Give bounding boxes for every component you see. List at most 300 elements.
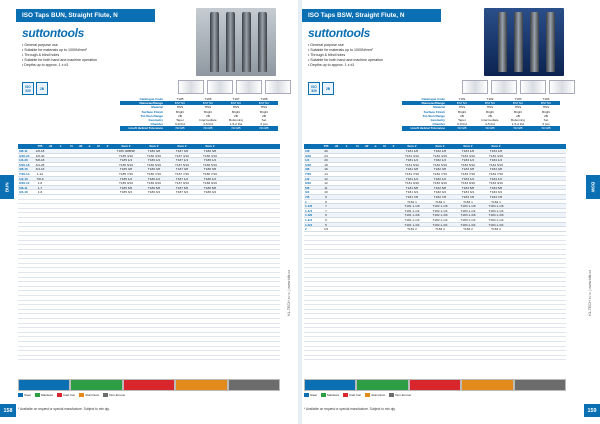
table-cell (362, 177, 371, 181)
spec-value: ISO2B (259, 126, 269, 131)
spec-value: T187 (232, 97, 240, 101)
table-cell (371, 186, 380, 190)
table-cell (76, 158, 85, 162)
table-cell: T186 5/8 (147, 185, 161, 190)
spec-value: T188 (260, 97, 268, 101)
table-cell (103, 172, 112, 176)
table-cell: T184 1-3/4 (488, 222, 504, 227)
feature-item: • Through & blind holes (308, 53, 346, 57)
spec-value: Bright (231, 109, 241, 114)
table-cell (46, 163, 55, 167)
table-cell: T186 5/16 (147, 162, 161, 167)
vendor-url: KL-TECH s.r.o. | www.kltk.cz (287, 270, 291, 316)
table-cell (371, 177, 380, 181)
spec-value: 2B (234, 113, 238, 118)
tolerance-icon: 2B (36, 82, 48, 95)
feature-item: • Suitable for both hand and machine operation (22, 58, 97, 62)
table-cell: 7/16 (305, 171, 312, 176)
feature-item: • Depths up to approx. 1 x d1 (22, 63, 69, 67)
spec-value: Bottoming (511, 117, 525, 122)
spec-table (120, 97, 278, 131)
table-cell (362, 186, 371, 190)
table-cell (341, 172, 353, 176)
tap-image (210, 12, 219, 72)
table-cell: T183 2 (463, 227, 473, 231)
spec-value: Taper (458, 117, 466, 122)
table-cell: T181 5/8 (405, 185, 419, 190)
table-cell: 1/2 (305, 176, 310, 181)
feature-item: • Suitable for both hand and machine operation (308, 58, 383, 62)
material-key-label: Aluminium (371, 393, 386, 397)
table-cell: T188 5/16 (203, 162, 217, 167)
table-cell (332, 181, 341, 185)
table-cell (371, 213, 380, 217)
table-cell: T184 7/8 (489, 194, 503, 199)
table-cell (353, 163, 362, 167)
table-cell: 5/8-11 (19, 185, 28, 190)
table-cell: T181 1/2 (405, 176, 419, 181)
column-header: l1 (356, 144, 359, 148)
table-cell (389, 149, 398, 153)
table-cell: 11 (324, 185, 328, 190)
table-cell (353, 158, 362, 162)
table-cell: T188 3/16 (203, 153, 217, 158)
table-cell (371, 167, 380, 171)
table-cell (103, 181, 112, 185)
table-cell (103, 154, 112, 158)
spec-value: ISO2B (485, 126, 495, 131)
table-cell (332, 209, 341, 213)
table-cell: 24 (324, 153, 328, 158)
material-key-label: Cast Iron (63, 393, 76, 397)
spec-label: Diameter/Range (421, 101, 445, 106)
table-cell (332, 177, 341, 181)
empty-row (304, 356, 566, 361)
table-cell: T185 1/4 (119, 158, 133, 162)
table-cell (380, 209, 389, 213)
table-cell: T181 3/16 (405, 153, 419, 158)
table-cell (353, 149, 362, 153)
table-cell (341, 195, 353, 199)
table-cell (332, 172, 341, 176)
table-cell: T183 5/16 (461, 162, 475, 167)
tap-image (226, 12, 235, 72)
spec-label: Chamfer (432, 122, 445, 127)
tap-image (242, 12, 251, 72)
page-right (302, 0, 600, 424)
table-cell (103, 149, 112, 153)
table-cell (362, 213, 371, 217)
table-cell (341, 181, 353, 185)
column-header: d1 (334, 144, 339, 148)
brand-logo: suttontools (308, 26, 371, 40)
table-cell (103, 177, 112, 181)
table-cell (389, 195, 398, 199)
spec-value: Intermediate (481, 117, 499, 122)
spec-label: Catalogue Code (139, 97, 163, 101)
table-cell (380, 200, 389, 204)
table-cell: 3/8-11 (19, 149, 28, 153)
column-header: Item # (407, 144, 417, 148)
table-cell (55, 181, 67, 185)
table-cell (353, 213, 362, 217)
spec-value: HSS (260, 105, 268, 110)
spec-value: T184 (542, 97, 550, 101)
table-cell: 3/4-16 (35, 167, 45, 171)
material-key-item (343, 393, 361, 397)
spec-value: 6-8 thd (175, 122, 185, 127)
table-cell (353, 154, 362, 158)
material-group-cell (356, 379, 408, 391)
table-cell (353, 204, 362, 208)
table-cell (371, 200, 380, 204)
table-cell: T183 1-1/2 (460, 217, 476, 222)
table-cell (85, 190, 94, 194)
table-cell (332, 186, 341, 190)
table-cell: T181 1-3/4 (404, 222, 420, 227)
table-cell (389, 204, 398, 208)
table-cell: T181 1-1/2 (404, 217, 420, 222)
spec-label: Geometry (148, 117, 163, 122)
table-cell: 2 (305, 227, 307, 231)
table-cell (380, 158, 389, 162)
column-header: L (346, 144, 348, 148)
table-cell (332, 154, 341, 158)
material-swatch-icon (57, 393, 62, 397)
table-cell (332, 204, 341, 208)
spec-value: 4-5 thd (485, 122, 495, 127)
spec-value: ISO2B (203, 126, 213, 131)
table-cell (94, 158, 103, 162)
table-cell (389, 227, 398, 231)
table-cell: 9/16 (305, 181, 312, 185)
column-header: Item # (435, 144, 445, 148)
table-cell (389, 209, 398, 213)
table-cell: T184 3/4 (489, 190, 503, 194)
spec-value: Intermediate (199, 117, 217, 122)
table-cell (353, 172, 362, 176)
table-cell (380, 204, 389, 208)
column-header: l2 (97, 144, 100, 148)
table-cell: T182 7/16 (433, 171, 447, 176)
table-cell (85, 158, 94, 162)
spec-value: ISO2B (457, 126, 467, 131)
table-cell: T184 2 (491, 227, 501, 231)
material-key-label: Stainless (326, 393, 340, 397)
table-cell: T182 1-1/8 (432, 204, 448, 208)
table-cell: T184 1/2 (489, 176, 503, 181)
table-cell: T184 3/8 (489, 167, 503, 171)
spec-table (402, 97, 560, 131)
table-cell: 6 (325, 217, 327, 222)
material-group-cell (123, 379, 175, 391)
material-key-label: Steel (24, 393, 31, 397)
table-cell: T188 7/16 (203, 171, 217, 176)
spec-value: Bright (259, 109, 269, 114)
table-cell (389, 200, 398, 204)
table-cell (371, 227, 380, 231)
table-cell (94, 163, 103, 167)
spec-label: Material (433, 105, 445, 110)
table-cell (380, 177, 389, 181)
table-cell: T183 9/16 (461, 181, 475, 185)
table-cell: 1-7 (37, 185, 43, 190)
table-cell: T184 5/16 (489, 162, 503, 167)
material-key-label: Cast Iron (349, 393, 362, 397)
material-key-item (79, 393, 99, 397)
table-cell (94, 172, 103, 176)
intermediate-profile-icon (491, 80, 517, 94)
table-cell (353, 227, 362, 231)
table-cell (332, 223, 341, 227)
material-swatch-icon (79, 393, 84, 397)
table-cell (341, 218, 353, 222)
table-cell: 7/16-14 (19, 171, 30, 176)
material-key-label: Stainless (40, 393, 54, 397)
table-cell: T184 1-1/8 (488, 204, 504, 208)
table-cell (362, 154, 371, 158)
table-cell: T185 3/8BSP (116, 149, 136, 153)
table-cell (332, 167, 341, 171)
table-cell (380, 172, 389, 176)
table-cell: T187 3/8 (175, 149, 189, 153)
table-cell: T188 3/4 (203, 190, 217, 194)
spec-value: Bright (485, 109, 495, 114)
table-cell: 1-3/4 (305, 222, 313, 227)
table-cell: T184 1-3/8 (488, 213, 504, 217)
table-cell: T183 3/8 (461, 167, 475, 171)
set-profile-icon (265, 80, 291, 94)
table-cell (332, 200, 341, 204)
feature-item: • Through & blind holes (22, 53, 60, 57)
table-cell (332, 218, 341, 222)
table-cell: 7 (325, 208, 327, 213)
table-cell (55, 167, 67, 171)
table-cell: T187 1/4 (175, 158, 189, 162)
table-cell (67, 172, 76, 176)
table-cell: 1 (305, 199, 307, 204)
table-cell: T188 3/8 (203, 167, 217, 171)
spec-value: BSTNU (174, 101, 186, 106)
table-cell (85, 181, 94, 185)
column-header: l1 (70, 144, 73, 148)
table-cell (67, 163, 76, 167)
table-cell: T186 9/16 (147, 181, 161, 185)
table-cell (389, 213, 398, 217)
table-cell: 6 (325, 213, 327, 217)
feature-item: • General purpose use (308, 43, 344, 47)
table-cell (341, 200, 353, 204)
table-cell: T182 9/16 (433, 181, 447, 185)
table-cell: T184 1/4 (489, 158, 503, 162)
table-cell: T183 3/16 (461, 153, 475, 158)
column-header: Item # (149, 144, 159, 148)
material-key-item (18, 393, 31, 397)
table-cell (353, 190, 362, 194)
material-key-label: Non-ferrous (109, 393, 126, 397)
table-cell: T185 1/2 (119, 176, 133, 181)
table-cell: T181 1-1/4 (404, 208, 420, 213)
table-cell (371, 209, 380, 213)
spec-value: Set (543, 117, 549, 122)
brand-logo: suttontools (22, 26, 85, 40)
table-cell (380, 190, 389, 194)
table-cell (76, 172, 85, 176)
material-key-item (304, 393, 317, 397)
table-cell (371, 172, 380, 176)
spec-value: T186 (204, 97, 212, 101)
table-cell (353, 195, 362, 199)
table-cell: T186 1/4 (147, 158, 161, 162)
table-cell: T183 3/4 (461, 190, 475, 194)
material-group-cell (409, 379, 461, 391)
spec-row (402, 126, 560, 130)
spec-value: 2B (206, 113, 210, 118)
table-cell: 1-3/8 (305, 213, 313, 217)
table-cell (353, 218, 362, 222)
table-cell (380, 227, 389, 231)
material-group-cell (514, 379, 566, 391)
spec-value: 2B (460, 113, 464, 118)
table-cell: 1-6 (37, 190, 43, 194)
table-cell: T185 3/4 (119, 190, 133, 194)
table-cell (353, 181, 362, 185)
table-cell (103, 167, 112, 171)
table-cell: 1/8 (305, 149, 310, 153)
table-cell (380, 195, 389, 199)
table-cell: 5 (325, 222, 327, 227)
column-header: Item # (463, 144, 473, 148)
table-cell (67, 177, 76, 181)
table-cell: T181 9/16 (405, 181, 419, 185)
table-cell: 1-1/8 (305, 204, 313, 208)
table-cell (389, 218, 398, 222)
table-cell (389, 223, 398, 227)
table-cell: T181 3/4 (405, 190, 419, 194)
feature-item: • General purpose use (22, 43, 58, 47)
table-cell (362, 149, 371, 153)
table-cell (341, 158, 353, 162)
table-cell (362, 209, 371, 213)
table-cell: T184 1 (491, 199, 501, 204)
table-cell: T182 1-1/2 (432, 217, 448, 222)
table-cell (353, 177, 362, 181)
spec-value: Bright (541, 109, 551, 114)
spec-value: ISO2B (175, 126, 185, 131)
table-cell (371, 195, 380, 199)
table-cell (85, 163, 94, 167)
feature-list (22, 43, 97, 68)
bottoming-profile-icon (520, 80, 546, 94)
table-cell (76, 177, 85, 181)
page-left (0, 0, 298, 424)
table-cell (55, 149, 67, 153)
table-cell (341, 154, 353, 158)
table-cell (341, 190, 353, 194)
material-group-cell (304, 379, 356, 391)
table-cell: T185 5/8 (119, 185, 133, 190)
table-cell (55, 190, 67, 194)
table-cell (341, 213, 353, 217)
material-group-cell (18, 379, 70, 391)
standard-icons (308, 82, 334, 95)
table-cell: T185 3/16 (119, 153, 133, 158)
feature-item: • Depths up to approx. 1 x d1 (308, 63, 355, 67)
iso-standard-icon: ISO 529 (308, 82, 320, 95)
table-cell: T188 1/4 (203, 158, 217, 162)
table-cell (380, 154, 389, 158)
table-cell: T181 1-1/8 (404, 204, 420, 208)
spec-value: Bright (457, 109, 467, 114)
table-cell (389, 177, 398, 181)
table-cell (332, 213, 341, 217)
material-swatch-icon (365, 393, 370, 397)
spec-value: 3 pcs (260, 122, 268, 127)
table-cell: T184 5/8 (489, 185, 503, 190)
column-header: L (60, 144, 62, 148)
table-cell (46, 186, 55, 190)
table-cell: 7 (325, 204, 327, 208)
material-key (18, 393, 125, 397)
table-cell: 5/16-18 (19, 162, 30, 167)
column-header: d2 (78, 144, 83, 148)
table-cell (389, 158, 398, 162)
table-cell: T184 1/8 (489, 149, 503, 153)
table-cell: 1-8 (37, 181, 43, 185)
table-cell: T182 1-3/4 (432, 222, 448, 227)
table-cell (76, 186, 85, 190)
table-cell: 1/4-20 (19, 158, 28, 162)
column-header: # (392, 144, 395, 148)
table-cell: 3/16 (305, 153, 312, 158)
spec-value: T183 (514, 97, 522, 101)
table-cell: T181 1/8 (405, 149, 419, 153)
table-cell (67, 186, 76, 190)
material-key-item (365, 393, 385, 397)
table-cell (341, 177, 353, 181)
table-cell: T187 5/16 (175, 162, 189, 167)
table-cell (389, 190, 398, 194)
table-cell: T181 2 (407, 227, 417, 231)
table-cell: T184 1-1/4 (488, 208, 504, 213)
table-cell: 3/4-10 (19, 190, 28, 194)
table-cell (46, 149, 55, 153)
table-cell: T187 9/16 (175, 181, 189, 185)
table-cell: 3/4-26 (35, 162, 45, 167)
spec-label: Surface Finish (423, 109, 445, 114)
spec-value: ISO2B (541, 126, 551, 131)
table-cell: 3/16-24 (19, 153, 30, 158)
spec-value: T182 (486, 97, 494, 101)
table-cell (362, 227, 371, 231)
spec-value: BSTNU (484, 101, 496, 106)
table-cell (389, 154, 398, 158)
table-cell: 4.5 (323, 227, 329, 231)
material-swatch-icon (304, 393, 309, 397)
spec-label: Lineft Helical Tolerance (128, 126, 163, 131)
feature-item: • Suitable for materials up to 1000N/mm² (308, 48, 373, 52)
table-cell (380, 223, 389, 227)
table-cell: T183 1-3/4 (460, 222, 476, 227)
table-cell: T182 3/8 (433, 167, 447, 171)
table-cell (341, 149, 353, 153)
chamfer-profiles (178, 80, 291, 94)
set-profile-icon (549, 80, 575, 94)
spec-value: HSS (204, 105, 212, 110)
table-cell (362, 195, 371, 199)
spec-label: Diameter/Range (139, 101, 163, 106)
table-cell (371, 190, 380, 194)
